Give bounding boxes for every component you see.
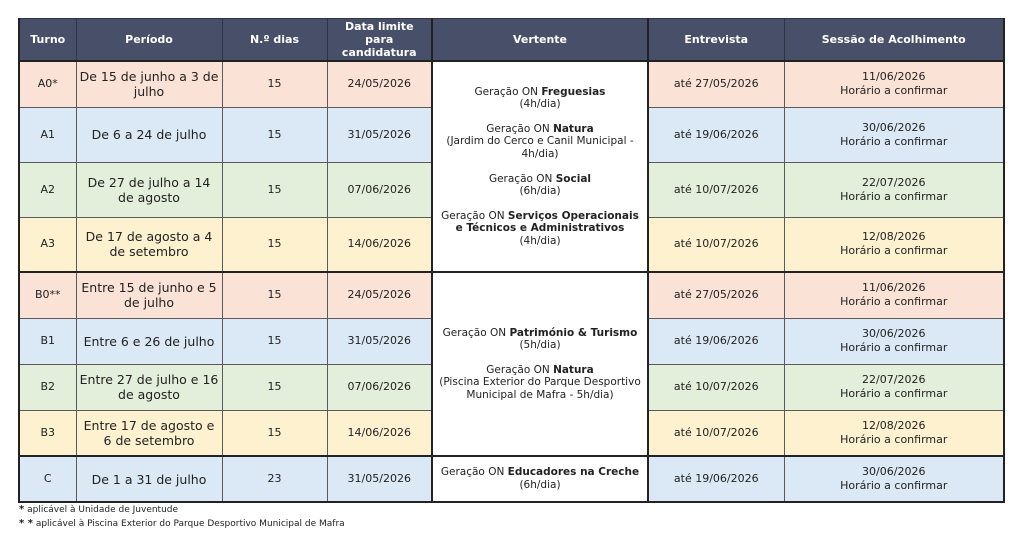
vertente-group-c [432, 456, 648, 502]
vertente-item: Geração ON Natura (Jardim do Cerco e Canil Municipal - 4h/dia) [446, 122, 634, 160]
cell-periodo: Entre 17 de agosto e 6 de setembro [76, 410, 222, 456]
cell-dias: 15 [222, 318, 327, 364]
cell-sessao: 22/07/2026 Horário a confirmar [784, 162, 1004, 217]
cell-data-limite: 31/05/2026 [327, 107, 432, 162]
cell-entrevista: até 19/06/2026 [648, 456, 784, 502]
table-row [19, 61, 1004, 107]
cell-periodo: De 17 de agosto a 4 de setembro [76, 217, 222, 272]
cell-periodo: Entre 15 de junho e 5 de julho [76, 272, 222, 318]
cell-turno: C [19, 456, 76, 502]
cell-periodo: Entre 6 e 26 de julho [76, 318, 222, 364]
cell-entrevista: até 19/06/2026 [648, 318, 784, 364]
cell-dias: 15 [222, 162, 327, 217]
cell-entrevista: até 27/05/2026 [648, 272, 784, 318]
header-vertente: Vertente [432, 19, 648, 62]
footnote: * * aplicável à Piscina Exterior do Parque Desportivo Municipal de Mafra [19, 518, 345, 529]
cell-periodo: De 6 a 24 de julho [76, 107, 222, 162]
cell-entrevista: até 19/06/2026 [648, 107, 784, 162]
cell-sessao: 30/06/2026 Horário a confirmar [784, 107, 1004, 162]
cell-sessao: 11/06/2026 Horário a confirmar [784, 61, 1004, 107]
cell-turno: A1 [19, 107, 76, 162]
header-entrevista: Entrevista [648, 19, 784, 62]
cell-sessao: 12/08/2026 Horário a confirmar [784, 410, 1004, 456]
cell-data-limite: 07/06/2026 [327, 364, 432, 410]
cell-entrevista: até 10/07/2026 [648, 217, 784, 272]
footnotes [19, 503, 345, 531]
cell-periodo: De 15 de junho a 3 de julho [76, 61, 222, 107]
cell-dias: 15 [222, 364, 327, 410]
table-row [19, 272, 1004, 318]
vertente-group-a [432, 61, 648, 272]
cell-sessao: 30/06/2026 Horário a confirmar [784, 318, 1004, 364]
cell-periodo: De 27 de julho a 14 de agosto [76, 162, 222, 217]
cell-sessao: 22/07/2026 Horário a confirmar [784, 364, 1004, 410]
cell-dias: 15 [222, 217, 327, 272]
header-dias: N.º dias [222, 19, 327, 62]
header-row [19, 19, 1004, 62]
vertente-item: Geração ON Freguesias (4h/dia) [474, 85, 606, 111]
header-turno: Turno [19, 19, 76, 62]
vertente-item: Geração ON Social (6h/dia) [488, 172, 592, 198]
vertente-group-b [432, 272, 648, 456]
cell-turno: A3 [19, 217, 76, 272]
cell-dias: 15 [222, 61, 327, 107]
cell-entrevista: até 10/07/2026 [648, 364, 784, 410]
cell-dias: 15 [222, 272, 327, 318]
cell-entrevista: até 27/05/2026 [648, 61, 784, 107]
cell-turno: A0* [19, 61, 76, 107]
header-sessao: Sessão de Acolhimento [784, 19, 1004, 62]
vertente-item: Geração ON Património & Turismo (5h/dia) [442, 326, 638, 352]
cell-sessao: 12/08/2026 Horário a confirmar [784, 217, 1004, 272]
cell-periodo: Entre 27 de julho e 16 de agosto [76, 364, 222, 410]
header-periodo: Período [76, 19, 222, 62]
cell-data-limite: 31/05/2026 [327, 456, 432, 502]
cell-sessao: 11/06/2026 Horário a confirmar [784, 272, 1004, 318]
table-row [19, 456, 1004, 502]
cell-entrevista: até 10/07/2026 [648, 162, 784, 217]
cell-dias: 23 [222, 456, 327, 502]
cell-turno: B0** [19, 272, 76, 318]
cell-data-limite: 07/06/2026 [327, 162, 432, 217]
cell-entrevista: até 10/07/2026 [648, 410, 784, 456]
cell-turno: A2 [19, 162, 76, 217]
vertente-item: Geração ON Serviços Operacionais e Técnicos e Administrativos (4h/dia) [441, 209, 639, 247]
schedule-table [18, 18, 1005, 503]
cell-sessao: 30/06/2026 Horário a confirmar [784, 456, 1004, 502]
header-data-limite: Data limite para candidatura [327, 19, 432, 62]
vertente-item: Geração ON Educadores na Creche (6h/dia) [440, 466, 640, 491]
cell-periodo: De 1 a 31 de julho [76, 456, 222, 502]
cell-turno: B1 [19, 318, 76, 364]
cell-data-limite: 14/06/2026 [327, 410, 432, 456]
cell-dias: 15 [222, 410, 327, 456]
cell-data-limite: 24/05/2026 [327, 272, 432, 318]
cell-data-limite: 14/06/2026 [327, 217, 432, 272]
cell-turno: B3 [19, 410, 76, 456]
cell-dias: 15 [222, 107, 327, 162]
footnote: * aplicável à Unidade de Juventude [19, 504, 179, 515]
cell-data-limite: 24/05/2026 [327, 61, 432, 107]
vertente-item: Geração ON Natura (Piscina Exterior do Parque Desportivo Municipal de Mafra - 5h/dia) [439, 363, 641, 401]
cell-data-limite: 31/05/2026 [327, 318, 432, 364]
cell-turno: B2 [19, 364, 76, 410]
